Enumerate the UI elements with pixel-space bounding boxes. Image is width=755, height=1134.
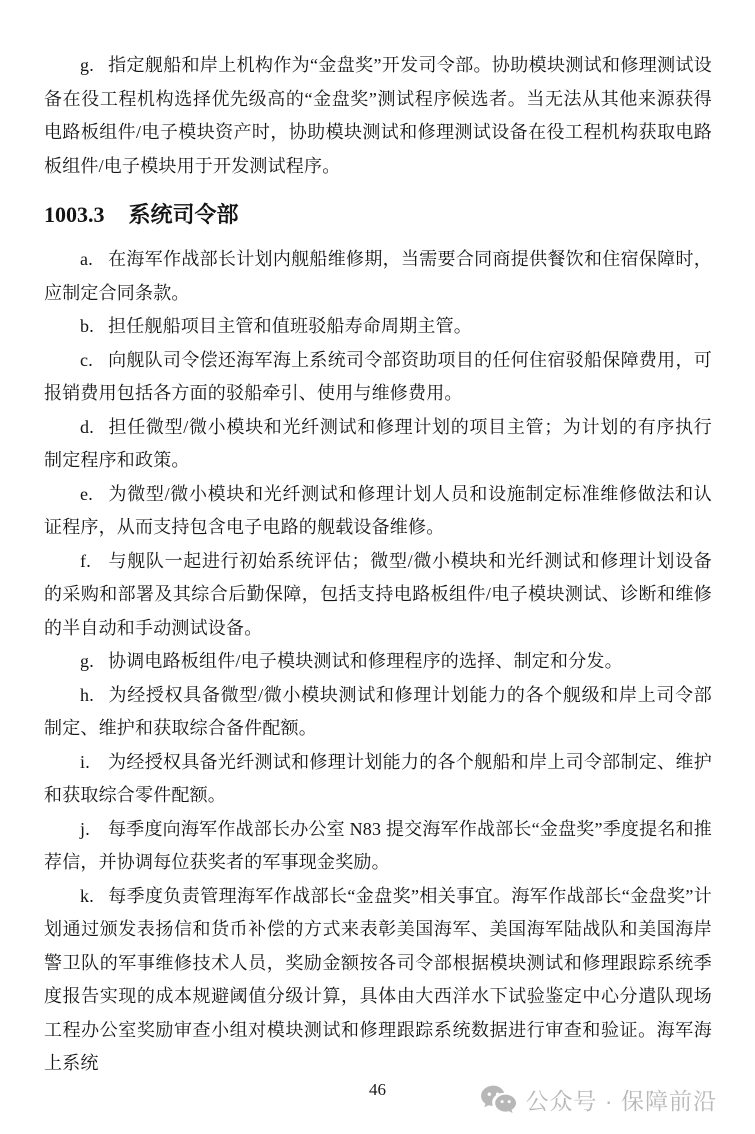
- paragraph-text: 每季度负责管理海军作战部长“金盘奖”相关事宜。海军作战部长“金盘奖”计划通过颁发表扬信和货币补偿的方式来表彰美国海军、美国海军陆战队和美国海岸警卫队的军事维修技术人员，奖励金额按各司令部根据模块测试和修理跟踪系统季度报告实现的成本规避阈值分级计算，具体由大西洋水下试验鉴定中心分遣队现场工程办公室奖励审查小组对模块测试和修理跟踪系统数据进行审查和验证。海军海上系统: [44, 885, 712, 1073]
- paragraph-a: [44, 243, 712, 310]
- paragraph-text: 协调电路板组件/电子模块测试和修理程序的选择、制定和分发。: [108, 651, 623, 671]
- paragraph-f: [44, 545, 712, 646]
- watermark: [480, 1083, 717, 1116]
- wechat-icon: [480, 1084, 517, 1115]
- paragraph-g: [44, 645, 712, 679]
- paragraph-text: 与舰队一起进行初始系统评估；微型/微小模块和光纤测试和修理计划设备的采购和部署及其综合后勤保障，包括支持电路板组件/电子模块测试、诊断和维修的半自动和手动测试设备。: [44, 550, 712, 638]
- paragraph-i: [44, 746, 712, 813]
- paragraph-text: 担任舰船项目主管和值班驳船寿命周期主管。: [108, 316, 472, 336]
- list-label: h.: [80, 684, 94, 705]
- list-label: j.: [80, 818, 90, 839]
- list-label: d.: [80, 416, 94, 437]
- list-label: g.: [80, 651, 94, 671]
- paragraph-h: [44, 679, 712, 746]
- list-label: b.: [80, 316, 94, 336]
- list-label: c.: [80, 349, 93, 370]
- paragraph-text: 担任微型/微小模块和光纤测试和修理计划的项目主管；为计划的有序执行制定程序和政策。: [44, 416, 712, 470]
- paragraph-d: [44, 411, 712, 478]
- paragraph-text: 向舰队司令偿还海军海上系统司令部资助项目的任何住宿驳船保障费用，可报销费用包括各方面的驳船牵引、使用与维修费用。: [44, 349, 712, 403]
- paragraph-text: 为经授权具备光纤测试和修理计划能力的各个舰船和岸上司令部制定、维护和获取综合零件配额。: [44, 751, 712, 805]
- list-label: i.: [80, 751, 90, 772]
- list-label: f.: [80, 550, 91, 571]
- paragraph-e: [44, 478, 712, 545]
- section-title: 系统司令部: [128, 202, 239, 227]
- paragraph-text: 在海军作战部长计划内舰船维修期，当需要合同商提供餐饮和住宿保障时，应制定合同条款。: [44, 249, 712, 303]
- section-number: 1003.3: [44, 202, 105, 227]
- paragraph-text: 为微型/微小模块和光纤测试和修理计划人员和设施制定标准维修做法和认证程序，从而支持包含电子电路的舰载设备维修。: [44, 483, 712, 537]
- paragraph-g-carryover: [44, 49, 712, 183]
- list-label: k.: [80, 885, 94, 906]
- list-label: e.: [80, 483, 93, 504]
- page-body: [44, 49, 712, 1081]
- paragraph-k: [44, 880, 712, 1081]
- paragraph-c: [44, 344, 712, 411]
- paragraph-b: [44, 310, 712, 344]
- paragraph-text: 指定舰船和岸上机构作为“金盘奖”开发司令部。协助模块测试和修理测试设备在役工程机构选择优先级高的“金盘奖”测试程序候选者。当无法从其他来源获得电路板组件/电子模块资产时，协助模块测试和修理测试设备在役工程机构获取电路板组件/电子模块用于开发测试程序。: [44, 55, 712, 176]
- page-number: 46: [369, 1080, 386, 1099]
- paragraph-j: [44, 813, 712, 880]
- paragraph-text: 为经授权具备微型/微小模块测试和修理计划能力的各个舰级和岸上司令部制定、维护和获取综合备件配额。: [44, 684, 712, 738]
- section-heading: [44, 199, 712, 230]
- watermark-text: 公众号 · 保障前沿: [525, 1088, 717, 1114]
- list-label: a.: [80, 249, 93, 269]
- paragraph-text: 每季度向海军作战部长办公室 N83 提交海军作战部长“金盘奖”季度提名和推荐信，并协调每位获奖者的军事现金奖励。: [44, 818, 712, 872]
- list-label: g.: [80, 55, 94, 75]
